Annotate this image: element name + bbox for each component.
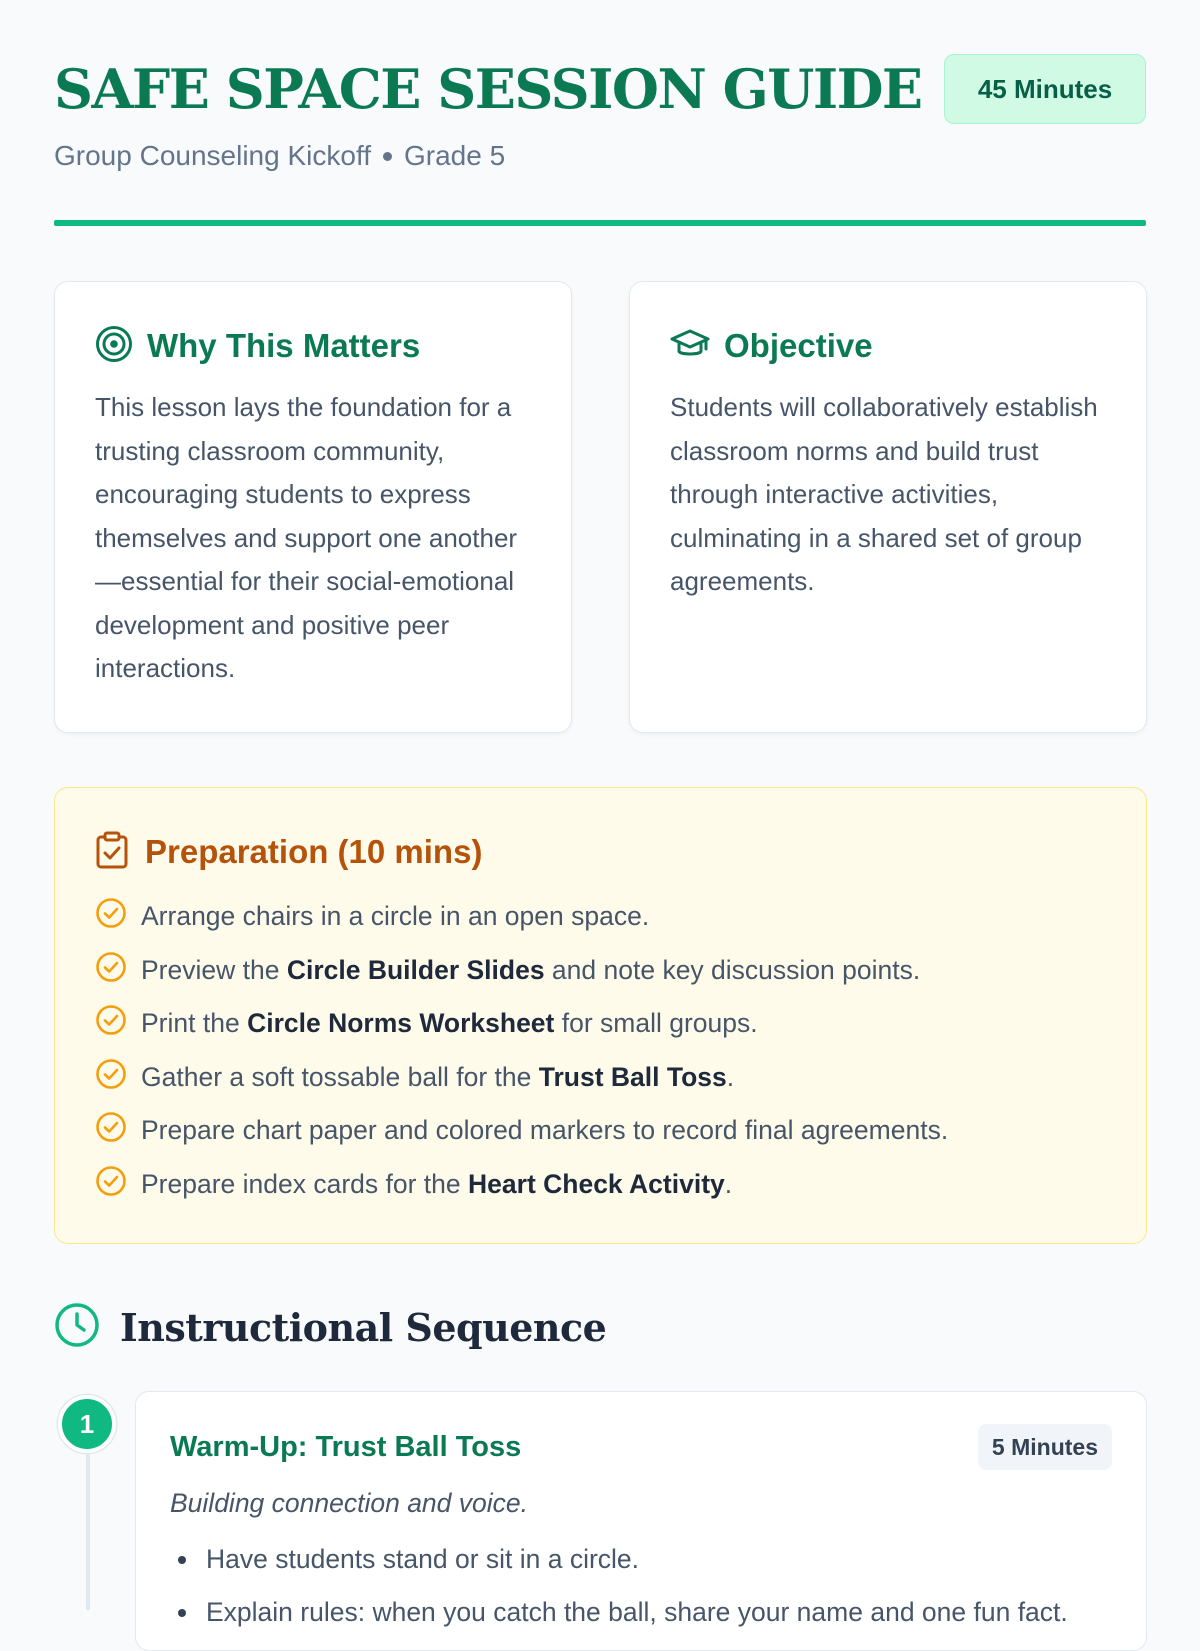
step-bullets bbox=[170, 1533, 1112, 1639]
page-subtitle bbox=[54, 140, 1146, 172]
check-circle-icon bbox=[95, 1004, 141, 1043]
item-text: Arrange chairs in a circle in an open space. bbox=[141, 901, 650, 932]
card-header bbox=[95, 322, 531, 370]
preparation-title: Preparation (10 mins) bbox=[145, 833, 483, 870]
list-item bbox=[95, 890, 1106, 944]
step-subtitle: Building connection and voice. bbox=[170, 1488, 528, 1518]
list-item bbox=[95, 1051, 1106, 1105]
bullet-text: Have students stand or sit in a circle. bbox=[206, 1544, 640, 1574]
list-item bbox=[170, 1533, 1112, 1586]
check-circle-icon bbox=[95, 1165, 141, 1204]
separator-dot bbox=[383, 152, 392, 161]
step-title: Warm-Up: Trust Ball Toss bbox=[170, 1430, 522, 1463]
graduation-cap-icon bbox=[670, 325, 724, 368]
list-item bbox=[95, 1158, 1106, 1212]
list-item bbox=[95, 944, 1106, 998]
card-body: This lesson lays the foundation for a trusting classroom community, encouraging students to express themselves and support one another—essential for their social-emotional development and positive peer interactions. bbox=[95, 392, 518, 683]
list-item bbox=[95, 1104, 1106, 1158]
check-circle-icon bbox=[95, 1058, 141, 1097]
why-this-matters-card bbox=[54, 281, 572, 733]
subtitle-grade: Grade 5 bbox=[404, 140, 506, 171]
step-duration-badge: 5 Minutes bbox=[978, 1424, 1112, 1470]
card-title: Objective bbox=[724, 327, 873, 364]
item-text: Preview the Circle Builder Slides and note key discussion points. bbox=[141, 954, 921, 985]
duration-badge: 45 Minutes bbox=[944, 54, 1146, 124]
check-circle-icon bbox=[95, 951, 141, 990]
card-body: Students will collaboratively establish classroom norms and build trust through interactive activities, culminating in a shared set of group agreements. bbox=[670, 392, 1098, 596]
check-circle-icon bbox=[95, 1111, 141, 1150]
item-text: Prepare index cards for the Heart Check Activity. bbox=[141, 1168, 733, 1199]
step-number-badge: 1 bbox=[58, 1395, 116, 1453]
item-text: Prepare chart paper and colored markers to record final agreements. bbox=[141, 1115, 949, 1146]
card-title: Why This Matters bbox=[147, 327, 421, 364]
check-circle-icon bbox=[95, 897, 141, 936]
clipboard-check-icon bbox=[95, 831, 145, 874]
step-header bbox=[170, 1420, 1112, 1474]
item-text: Print the Circle Norms Worksheet for small groups. bbox=[141, 1008, 758, 1039]
list-item bbox=[170, 1586, 1112, 1639]
subtitle-program: Group Counseling Kickoff bbox=[54, 140, 371, 171]
bullet-dot bbox=[178, 1609, 186, 1617]
list-item bbox=[95, 997, 1106, 1051]
objective-card bbox=[629, 281, 1147, 733]
header-divider bbox=[54, 220, 1146, 226]
bullet-text: Explain rules: when you catch the ball, share your name and one fun fact. bbox=[206, 1597, 1068, 1627]
preparation-list bbox=[95, 890, 1106, 1211]
page-header bbox=[54, 0, 1146, 228]
preparation-header bbox=[95, 828, 1106, 876]
clock-icon bbox=[54, 1302, 120, 1353]
bullet-dot bbox=[178, 1556, 186, 1564]
page-title: SAFE SPACE SESSION GUIDE bbox=[54, 57, 922, 121]
instructional-sequence-header bbox=[54, 1300, 606, 1354]
info-cards-row bbox=[54, 281, 1147, 733]
item-text: Gather a soft tossable ball for the Trust Ball Toss. bbox=[141, 1061, 735, 1092]
preparation-panel bbox=[54, 787, 1147, 1244]
section-title: Instructional Sequence bbox=[120, 1304, 607, 1350]
card-header bbox=[670, 322, 1106, 370]
timeline-line bbox=[86, 1440, 90, 1610]
target-icon bbox=[95, 325, 147, 368]
step-card bbox=[135, 1391, 1147, 1651]
